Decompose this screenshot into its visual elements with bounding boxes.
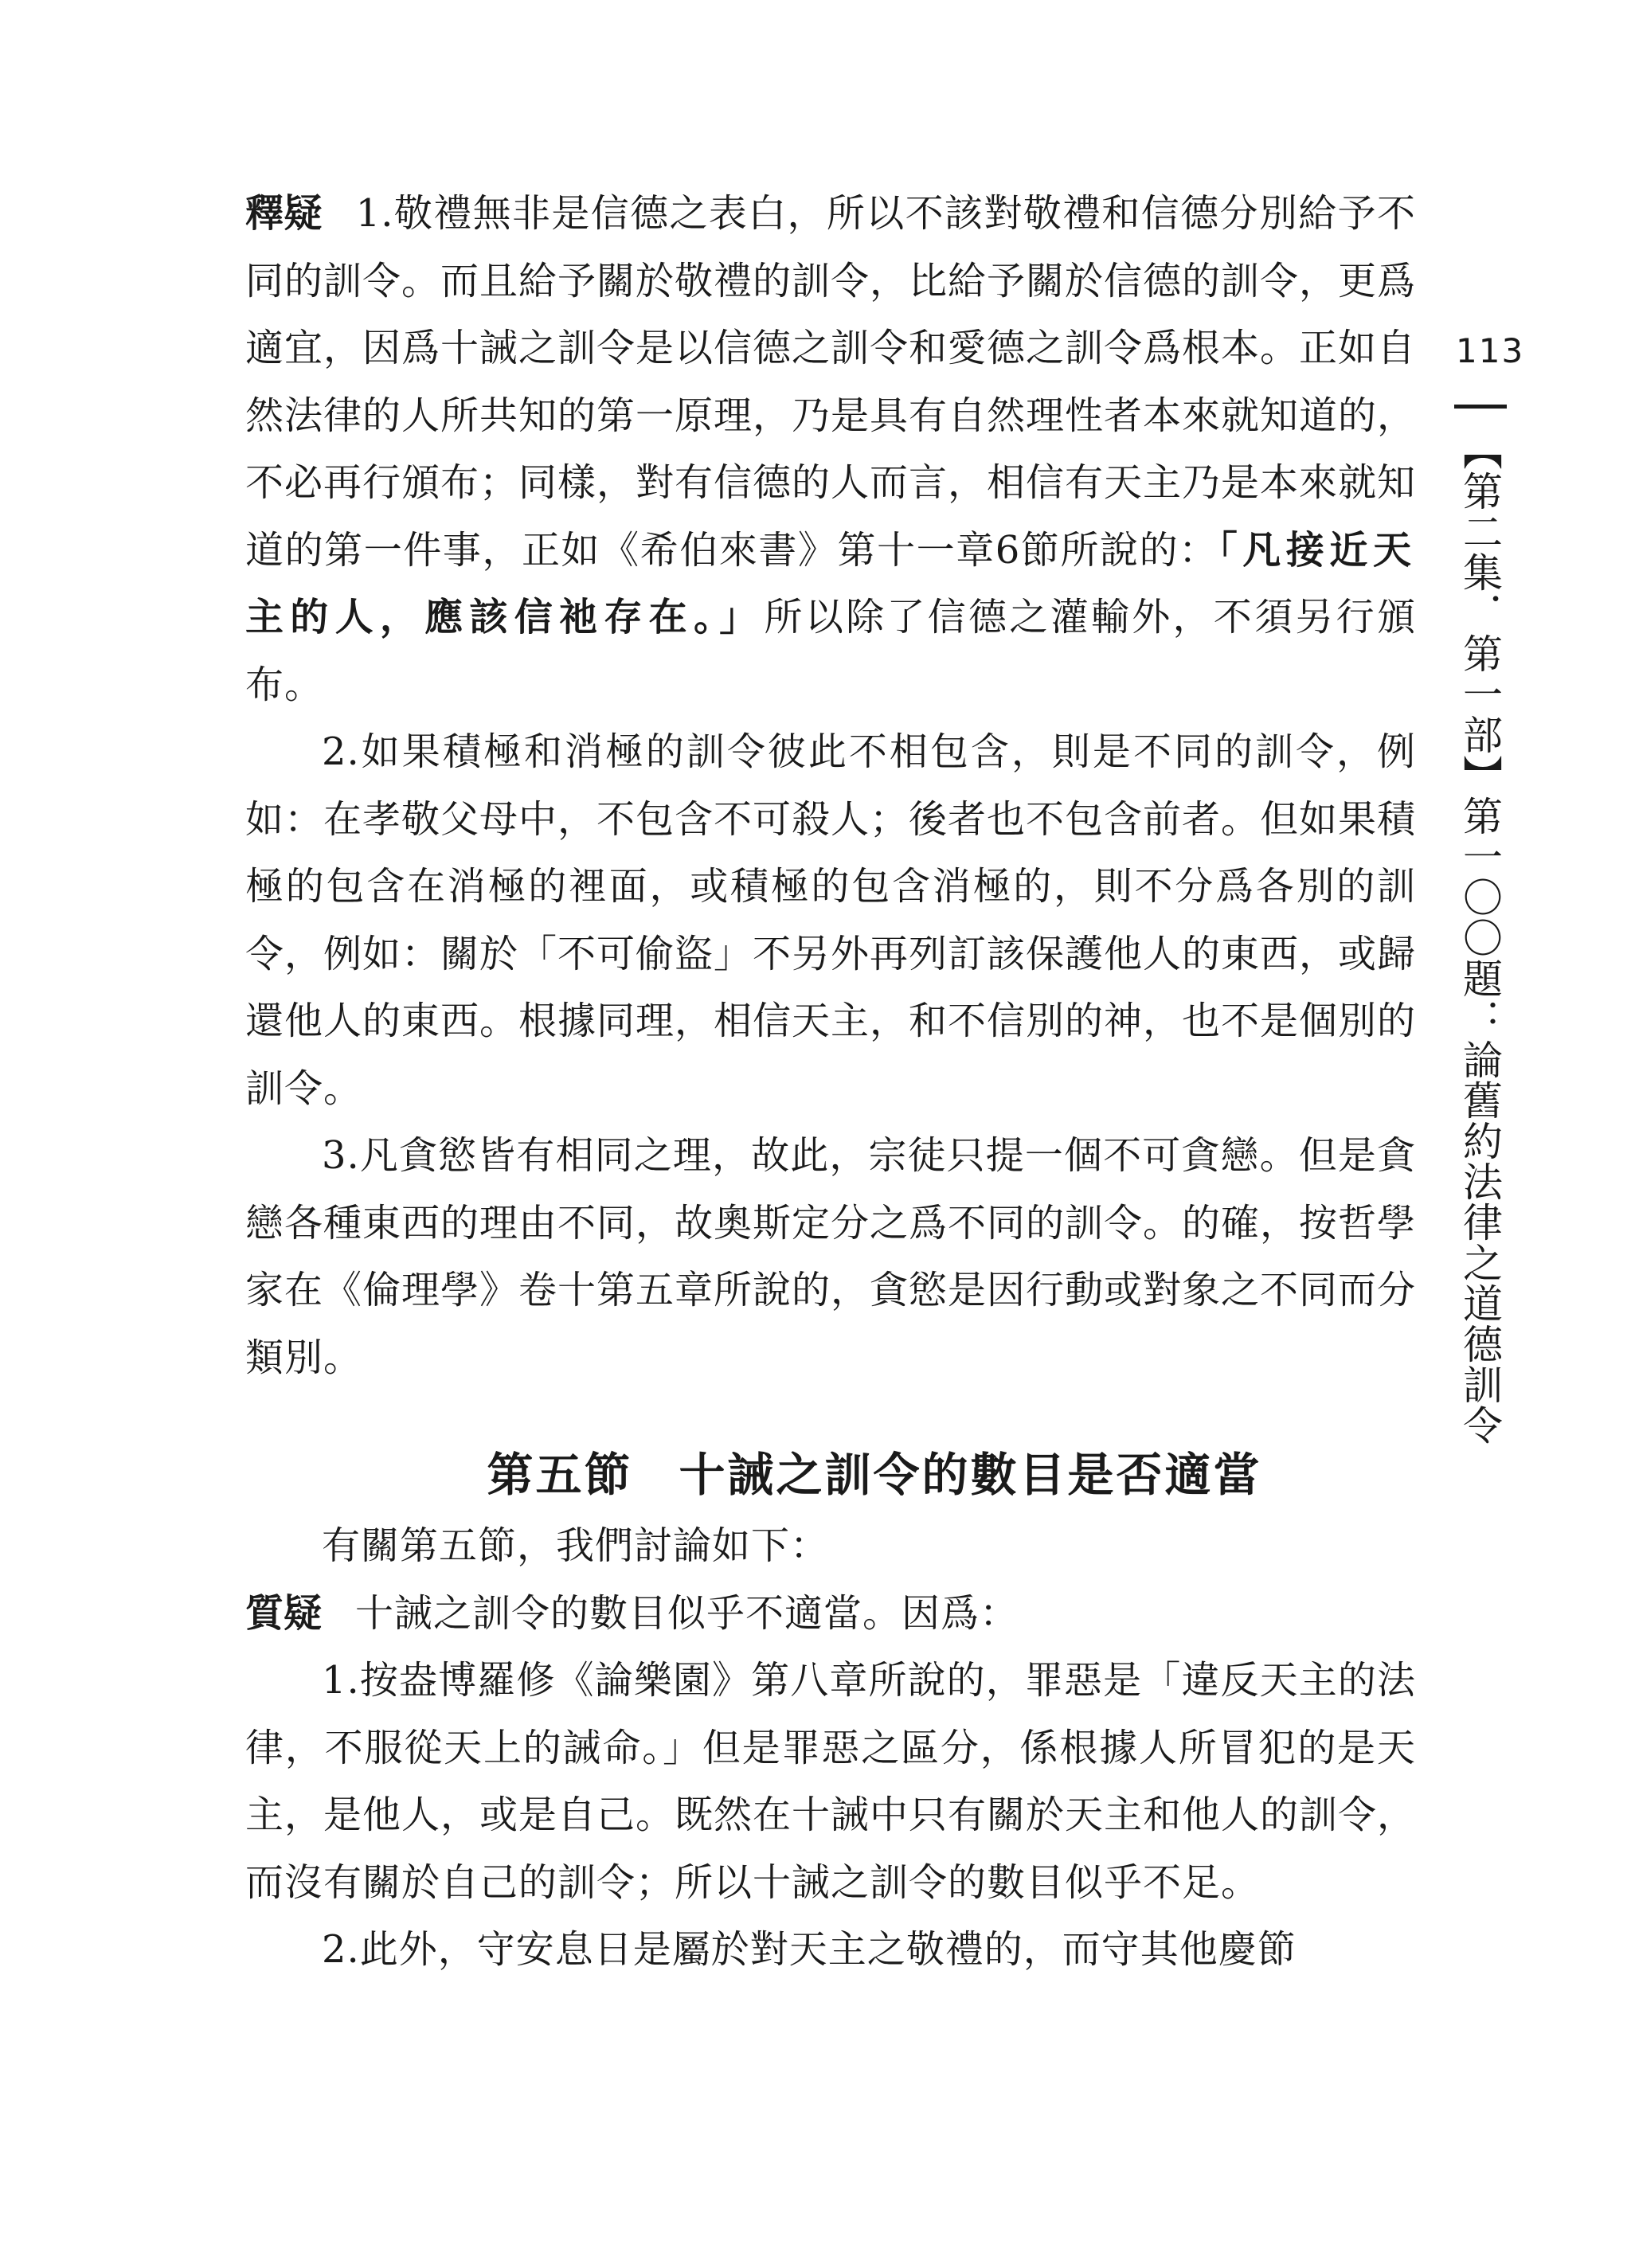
running-header: 【第二集．第一部】第一〇〇題：論舊約法律之道德訓令 [1457,430,1503,1445]
objection-paragraph-1: 1.按盎博羅修《論樂園》第八章所說的，罪惡是「違反天主的法律，不服從天上的誡命。」但是罪惡之區分，係根據人所冒犯的是天主，是他人，或是自己。既然在十誡中只有關於天主和他人的訓令，而沒有關於自己的訓令；所以十誡之訓令的數目似乎不足。 [245,1658,1417,1905]
objection-paragraph-2: 2.此外，守安息日是屬於對天主之敬禮的，而守其他慶節 [322,1927,1297,1972]
section-heading [333,1437,1416,1512]
reply-paragraph-1-text: 1.敬禮無非是信德之表白，所以不該對敬禮和信德分別給予不同的訓令。而且給予關於敬禮的訓令，比給予關於信德的訓令，更爲適宜，因爲十誡之訓令是以信德之訓令和愛德之訓令爲根本。正如自然法律的人所共知的第一原理，乃是具有自然理性者本來就知道的，不必再行頒布；同樣，對有信德的人而言，相信有天主乃是本來就知道的第一件事，正如《希伯來書》第十一章6節所說的： [245,191,1417,573]
reply-label: 釋疑 [245,191,323,236]
section-title: 十誡之訓令的數目是否適當 [679,1448,1262,1502]
section-intro: 有關第五節，我們討論如下： [322,1523,830,1568]
objection-lead: 十誡之訓令的數目似乎不適當。因爲： [355,1590,1019,1636]
header-rule [1454,405,1507,409]
hebrews-quote: 「凡接近天主的人，應該信祂存在。」 [245,527,1416,639]
reply-paragraph-3: 3.凡貪慾皆有相同之理，故此，宗徒只提一個不可貪戀。但是貪戀各種東西的理由不同，故奧斯定分之爲不同的訓令。的確，按哲學家在《倫理學》卷十第五章所說的，貪慾是因行動或對象之不同而分類別。 [245,1133,1417,1380]
reply-paragraph-1 [245,180,1416,718]
section-spacer [245,1391,1416,1437]
reply-paragraph-2: 2.如果積極和消極的訓令彼此不相包含，則是不同的訓令，例如：在孝敬父母中，不包含不可殺人；後者也不包含前者。但如果積極的包含在消極的裡面，或積極的包含消極的，則不分爲各別的訓令，例如：關於「不可偷盜」不另外再列訂該保護他人的東西，或歸還他人的東西。根據同理，相信天主，和不信別的神，也不是個別的訓令。 [245,729,1417,1111]
page-number: 113 [1456,331,1525,370]
objection-lead-paragraph [245,1580,1416,1648]
reply-paragraph-1-end: 所以除了信德之灌輸外，不須另行頒布。 [245,595,1416,707]
objection-label: 質疑 [245,1590,323,1636]
main-text-block [245,180,1416,1984]
section-number: 第五節 [487,1448,633,1502]
